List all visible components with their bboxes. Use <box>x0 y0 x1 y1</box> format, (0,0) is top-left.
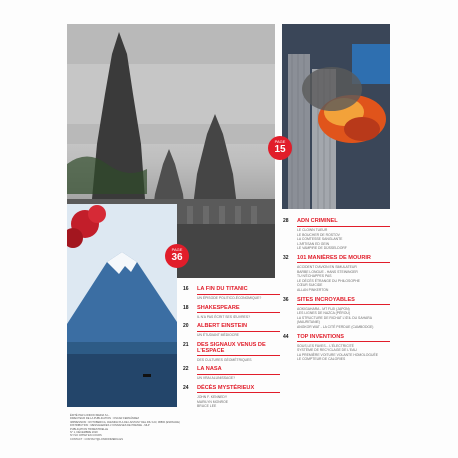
contents-entry[interactable] <box>183 342 280 363</box>
entry-item: L'ARTISAN ED GEIN <box>297 241 330 246</box>
entry-subtitle: UN VRAI ALUNISSAGE? <box>197 376 236 381</box>
entry-item: JOHN F. KENNEDY <box>197 394 228 399</box>
credit-line: DIRECTEUR DE LA PUBLICATION : OSCAR FERNÁNDEZ <box>70 417 139 421</box>
page-badge-36[interactable] <box>165 244 189 268</box>
entry-item: CŒUR SUICIDE <box>297 283 323 288</box>
contents-entry[interactable] <box>183 286 280 301</box>
credit-line: IMPRESSION : ROTOBERICA, AVENIDA PLA DE L'ESTANY DEL RIU 123, 08800 (ESPAGNE) <box>70 420 180 424</box>
entry-item: MARILYN MONROE <box>197 399 229 404</box>
entry-title: ADN CRIMINEL <box>297 218 338 224</box>
contents-entry[interactable] <box>283 218 390 251</box>
entry-item: BARBE LONGUE - HANS STEININGER <box>297 269 358 274</box>
entry-page-number: 16 <box>183 286 189 292</box>
entry-item: LE VAMPIRE DE DÜSSELDORF <box>297 246 347 251</box>
entry-page-number: 24 <box>183 384 189 391</box>
entry-page-number: 18 <box>183 304 189 311</box>
badge-page-word: PAGE <box>171 247 183 252</box>
page-badge-15[interactable] <box>268 136 292 160</box>
entry-subtitle: IL N'A PAS ÉCRIT SES ŒUVRES? <box>197 314 250 319</box>
entry-item: TU N'ÉCHAPPES PAS <box>297 274 332 279</box>
entry-item: LA COMTESSE SANGLANTE <box>297 237 343 242</box>
contents-entry[interactable] <box>283 255 390 293</box>
entry-divider <box>297 262 390 263</box>
entry-divider <box>197 294 280 295</box>
tower-explosion-illustration <box>282 24 390 209</box>
contents-entry[interactable] <box>283 334 390 362</box>
entry-divider <box>197 355 280 356</box>
entry-item: ANGKOR WAT - LA CITÉ PERDUE (CAMBODGE) <box>297 324 374 329</box>
entry-title: ALBERT EINSTEIN <box>197 323 248 330</box>
entry-divider <box>197 374 280 375</box>
contents-entry[interactable] <box>183 366 280 381</box>
entry-item: LE DÉCÈS ÉTRANGE DU PHILOSOPHE <box>297 278 360 283</box>
entry-divider <box>297 226 390 227</box>
contents-entry[interactable] <box>183 305 280 320</box>
entry-divider <box>197 331 280 332</box>
entry-page-number: 20 <box>183 323 189 330</box>
credit-line: CONTACT : CONTACT@LONDONMEDIA.ES <box>70 437 123 441</box>
entry-subtitle: UN ÉTUDIANT MÉDIOCRE <box>197 333 239 338</box>
entry-title: DES SIGNAUX VENUS DE L'ESPACE <box>197 341 266 354</box>
entry-item: ACCIDENT D'AVION EN SIMULATEUR <box>297 264 357 269</box>
entry-title: LA NASA <box>197 366 222 373</box>
entry-subtitle: DES CULTURES GÉOMÉTRIQUES <box>197 357 252 362</box>
contents-column-middle <box>183 286 280 413</box>
entry-page-number: 44 <box>283 333 289 340</box>
entry-divider <box>197 312 280 313</box>
explosion-photo <box>282 24 390 209</box>
entry-page-number: 22 <box>183 366 189 373</box>
publication-credits <box>70 414 180 441</box>
entry-divider <box>297 304 390 305</box>
contents-entry[interactable] <box>183 323 280 338</box>
entry-divider <box>297 341 390 342</box>
entry-title: DÉCÈS MYSTÉRIEUX <box>197 384 255 391</box>
mount-fuji-photo <box>67 204 177 407</box>
entry-item: BRUCE LEE <box>197 404 217 409</box>
credit-line: Nº ISO CPPAP EN COURS <box>70 434 102 438</box>
entry-title: SITES INCROYABLES <box>297 296 355 303</box>
badge-page-word: PAGE <box>274 139 286 144</box>
entry-page-number: 36 <box>283 296 289 303</box>
entry-item: LA STRUCTURE DE RICHAT L'ŒIL DU SAHARA (MAURITANIE) <box>297 315 372 325</box>
entry-item: LE CLOWN TUEUR <box>297 228 328 232</box>
entry-item: SYSTÈME DE RECYCLAGE DE L'EAU <box>297 348 357 353</box>
entry-page-number: 32 <box>283 254 289 261</box>
entry-item: AOKIGAHARA - MT FUJI (JAPON) <box>297 306 350 311</box>
entry-item: LES LIGNES DE NAZCA (PÉROU) <box>297 311 350 316</box>
entry-title: 101 MANIÈRES DE MOURIR <box>297 254 371 261</box>
contents-entry[interactable] <box>183 385 280 409</box>
entry-item: SOUS LES FAVES... L'ÉLECTRICITÉ <box>297 343 354 348</box>
entry-item: LA PREMIÈRE VOITURE VOLANTE HOMOLOGUÉE <box>297 352 379 357</box>
entry-divider <box>197 392 280 393</box>
badge-page-number: 36 <box>171 252 183 263</box>
entry-item: LE COMPTEUR DE CALORIES <box>297 357 346 362</box>
entry-page-number: 28 <box>283 218 289 224</box>
entry-item: LE BOUCHER DE ROSTOV <box>297 232 340 237</box>
credit-line: PUBLICATION TRIMESTRIELLE <box>70 427 109 431</box>
entry-item: ALLAN PINKERTON <box>297 287 329 292</box>
credit-line: ÉDITÉ PAR LONDON MEDIA S.L. <box>70 414 110 417</box>
entry-title: SHAKESPEARE <box>197 304 240 311</box>
contents-entry[interactable] <box>283 297 390 330</box>
credit-line: DISTRIBUTION : MESSAGERIES LYONNAISES DE PRESSE - MLP <box>70 424 150 428</box>
entry-title: LA FIN DU TITANIC <box>197 286 248 292</box>
entry-page-number: 21 <box>183 341 189 348</box>
credit-line: N° 1, DÉCEMBRE 2020 <box>70 431 98 435</box>
entry-subtitle: UN ÉPISODE POLITICO-ÉCONOMIQUE? <box>197 296 262 300</box>
entry-title: TOP INVENTIONS <box>297 333 345 340</box>
contents-column-right <box>283 218 390 366</box>
badge-page-number: 15 <box>274 144 286 155</box>
mount-fuji-illustration <box>67 204 177 407</box>
